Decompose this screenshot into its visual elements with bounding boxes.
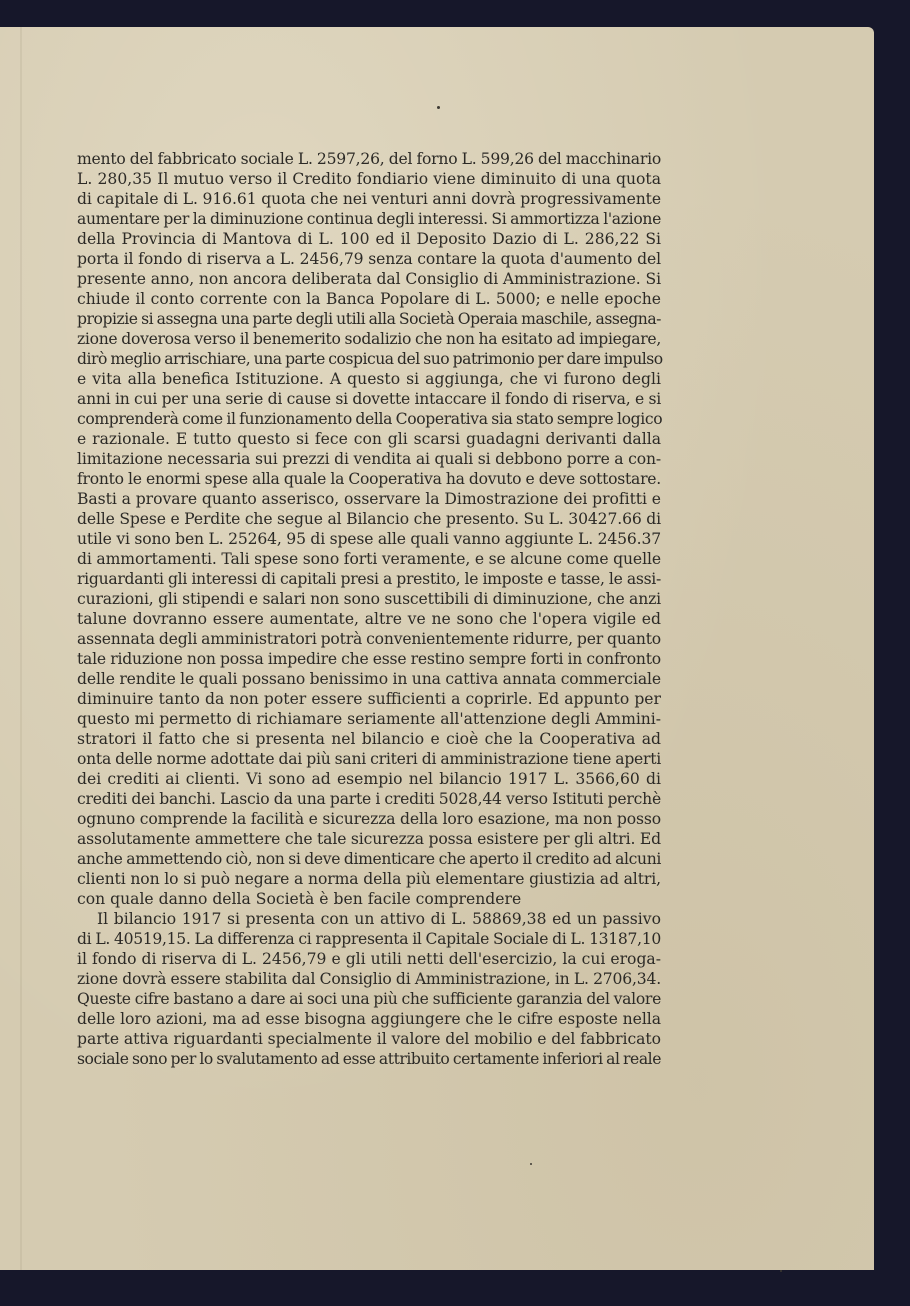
text-line: della Provincia di Mantova di L. 100 ed il Deposito Dazio di L. 286,22 Si [77, 230, 661, 248]
body-text [77, 149, 661, 1069]
text-line: delle rendite le quali possano benissimo in una cattiva annata commerciale [77, 670, 661, 688]
text-line: anche ammettendo ciò, non si deve dimenticare che aperto il credito ad alcuni [77, 850, 661, 868]
text-line: zione doverosa verso il benemerito sodalizio che non ha esitato ad impiegare, [77, 330, 661, 348]
text-line: presente anno, non ancora deliberata dal Consiglio di Amministrazione. Si [77, 270, 661, 288]
paragraph [77, 909, 661, 1069]
ink-speck [530, 1163, 532, 1165]
text-line: e vita alla benefica Istituzione. A questo si aggiunga, che vi furono degli [77, 370, 661, 388]
text-line: ognuno comprende la facilità e sicurezza della loro esazione, ma non posso [77, 810, 661, 828]
ink-speck [437, 106, 440, 109]
text-line: parte attiva riguardanti specialmente il valore del mobilio e del fabbricato [77, 1030, 661, 1048]
text-line: chiude il conto corrente con la Banca Popolare di L. 5000; e nelle epoche [77, 290, 661, 308]
text-line: limitazione necessaria sui prezzi di vendita ai quali si debbono porre a con- [77, 450, 661, 468]
text-line: assennata degli amministratori potrà convenientemente ridurre, per quanto [77, 630, 661, 648]
text-line: tale riduzione non possa impedire che esse restino sempre forti in confronto [77, 650, 661, 668]
text-line: comprenderà come il funzionamento della Cooperativa sia stato sempre logico [77, 410, 663, 428]
text-line: sociale sono per lo svalutamento ad esse attribuito certamente inferiori al reale [77, 1050, 661, 1068]
page-fold-line [20, 27, 22, 1270]
text-line: mento del fabbricato sociale L. 2597,26, del forno L. 599,26 del macchinario [77, 150, 661, 168]
text-line: delle Spese e Perdite che segue al Bilancio che presento. Su L. 30427.66 di [77, 510, 661, 528]
text-line: di capitale di L. 916.61 quota che nei venturi anni dovrà progressivamente [77, 190, 661, 208]
document-page [0, 27, 874, 1270]
text-line: delle loro azioni, ma ad esse bisogna aggiungere che le cifre esposte nella [77, 1010, 661, 1028]
text-line: riguardanti gli interessi di capitali presi a prestito, le imposte e tasse, le assi- [77, 570, 661, 588]
text-line: talune dovranno essere aumentate, altre ve ne sono che l'opera vigile ed [77, 610, 661, 628]
text-line: Queste cifre bastano a dare ai soci una più che sufficiente garanzia del valore [77, 990, 661, 1008]
text-line: aumentare per la diminuzione continua degli interessi. Si ammortizza l'azione [77, 210, 661, 228]
text-line: dei crediti ai clienti. Vi sono ad esempio nel bilancio 1917 L. 3566,60 di [77, 770, 661, 788]
text-line: propizie si assegna una parte degli utili alla Società Operaia maschile, assegna- [77, 310, 661, 328]
text-line: curazioni, gli stipendi e salari non sono suscettibili di diminuzione, che anzi [77, 590, 661, 608]
text-line: porta il fondo di riserva a L. 2456,79 senza contare la quota d'aumento del [77, 250, 661, 268]
text-line: questo mi permetto di richiamare seriamente all'attenzione degli Ammini- [77, 710, 661, 728]
paragraph [77, 149, 661, 909]
text-line: dirò meglio arrischiare, una parte cospicua del suo patrimonio per dare impulso [77, 350, 663, 368]
text-line: anni in cui per una serie di cause si dovette intaccare il fondo di riserva, e si [77, 390, 661, 408]
text-line: clienti non lo si può negare a norma della più elementare giustizia ad altri, [77, 870, 661, 888]
ink-speck [780, 1270, 782, 1272]
text-line: con quale danno della Società è ben facile comprendere [77, 890, 522, 908]
text-line: di ammortamenti. Tali spese sono forti veramente, e se alcune come quelle [77, 550, 661, 568]
text-line: L. 280,35 Il mutuo verso il Credito fondiario viene diminuito di una quota [77, 170, 661, 188]
text-line: zione dovrà essere stabilita dal Consiglio di Amministrazione, in L. 2706,34. [77, 970, 661, 988]
text-line: fronto le enormi spese alla quale la Cooperativa ha dovuto e deve sottostare. [77, 470, 661, 488]
text-line: Basti a provare quanto asserisco, osservare la Dimostrazione dei profitti e [77, 490, 661, 508]
text-line: utile vi sono ben L. 25264, 95 di spese alle quali vanno aggiunte L. 2456.37 [77, 530, 661, 548]
text-line: stratori il fatto che si presenta nel bilancio e cioè che la Cooperativa ad [77, 730, 661, 748]
text-line: onta delle norme adottate dai più sani criteri di amministrazione tiene aperti [77, 750, 661, 768]
text-line: diminuire tanto da non poter essere sufficienti a coprirle. Ed appunto per [77, 690, 661, 708]
text-line: e razionale. E tutto questo si fece con gli scarsi guadagni derivanti dalla [77, 430, 661, 448]
text-line: crediti dei banchi. Lascio da una parte i crediti 5028,44 verso Istituti perchè [77, 790, 661, 808]
text-line: Il bilancio 1917 si presenta con un attivo di L. 58869,38 ed un passivo [97, 910, 661, 928]
text-line: di L. 40519,15. La differenza ci rappresenta il Capitale Sociale di L. 13187,10 [77, 930, 661, 948]
text-line: il fondo di riserva di L. 2456,79 e gli utili netti dell'esercizio, la cui eroga- [77, 950, 661, 968]
text-line: assolutamente ammettere che tale sicurezza possa esistere per gli altri. Ed [77, 830, 661, 848]
